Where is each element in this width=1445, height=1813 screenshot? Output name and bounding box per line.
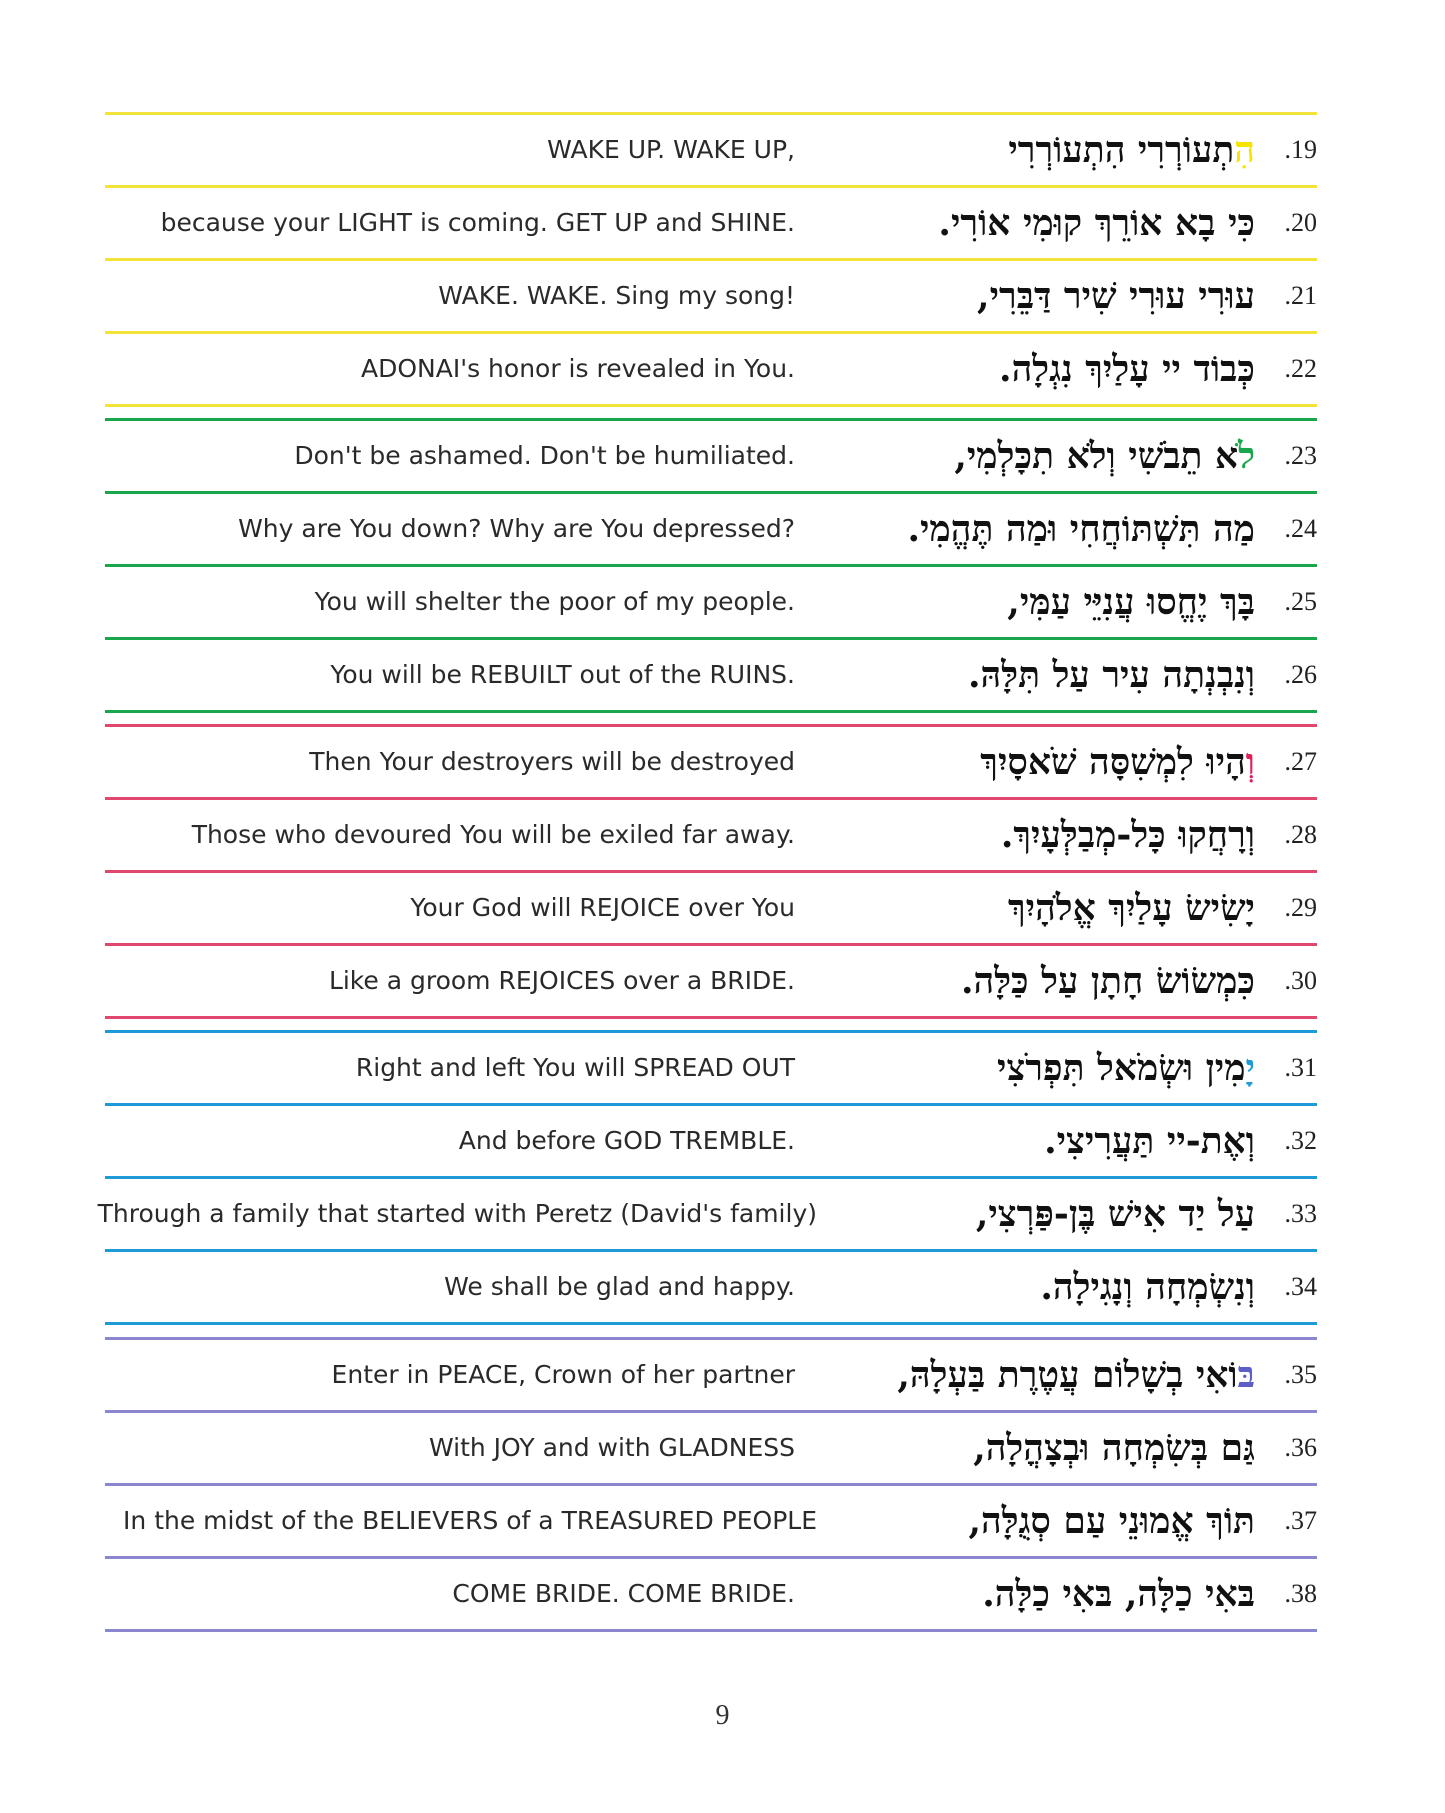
line-number: .19 <box>1284 135 1317 164</box>
line-number: .34 <box>1284 1272 1317 1301</box>
hebrew-text <box>1007 567 1255 637</box>
hebrew-first-letter: וְ <box>1245 741 1255 783</box>
hebrew-line-text: מִין וּשְׂמֹאל תִּפְרֹצִי <box>997 1047 1246 1089</box>
hebrew-first-letter: יָ <box>1245 1047 1255 1089</box>
verse-line <box>105 261 1317 334</box>
verse-line <box>105 115 1317 188</box>
verse-line <box>105 1252 1317 1325</box>
line-number: .24 <box>1284 514 1317 543</box>
hebrew-text <box>897 1340 1255 1410</box>
hebrew-text <box>961 946 1255 1016</box>
hebrew-text <box>1001 800 1255 870</box>
line-number: .28 <box>1284 820 1317 849</box>
english-translation: COME BRIDE. COME BRIDE. <box>452 1579 795 1608</box>
verse-line <box>105 494 1317 567</box>
line-number: .26 <box>1284 660 1317 689</box>
hebrew-first-letter: לֹ <box>1238 435 1255 477</box>
english-translation: because your LIGHT is coming. GET UP and SHINE. <box>160 208 795 237</box>
hebrew-text <box>968 640 1255 710</box>
verse-line <box>105 727 1317 800</box>
hebrew-line-text: תּוֹךְ אֱמוּנֵי עַם סְגֻלָּה, <box>968 1500 1255 1542</box>
line-number: .32 <box>1284 1126 1317 1155</box>
hebrew-line-text: וְאֶת-יי תַּעֲרִיצִי. <box>1044 1120 1255 1162</box>
hebrew-text <box>977 261 1255 331</box>
hebrew-line-text: יָשִׂישׂ עָלַיִךְ אֱלֹהָיִךְ <box>1007 887 1255 929</box>
stanza <box>97 1030 1317 1325</box>
verse-line <box>105 946 1317 1019</box>
hebrew-text <box>976 1179 1255 1249</box>
hebrew-line-text: וֹאִי בְשָׁלוֹם עֲטֶרֶת בַּעְלָהּ, <box>897 1354 1238 1396</box>
line-number: .35 <box>1284 1360 1317 1389</box>
english-translation: Those who devoured You will be exiled far away. <box>191 820 795 849</box>
english-translation: In the midst of the BELIEVERS of a TREASURED PEOPLE <box>123 1506 817 1535</box>
verse-line <box>105 873 1317 946</box>
english-translation: Through a family that started with Peretz (David's family) <box>97 1199 817 1228</box>
line-number: .27 <box>1284 747 1317 776</box>
hebrew-line-text: גַּם בְּשִׂמְחָה וּבְצָהֳלָה, <box>973 1427 1255 1469</box>
hebrew-text <box>938 188 1255 258</box>
hebrew-line-text: וְנִשְׂמְחָה וְנָגִילָה. <box>1040 1266 1255 1308</box>
english-translation: Don't be ashamed. Don't be humiliated. <box>294 441 795 470</box>
english-translation: ADONAI's honor is revealed in You. <box>361 354 795 383</box>
hebrew-line-text: וְרָחֲקוּ כָּל-מְבַלְּעָיִךְ. <box>1000 814 1255 856</box>
hebrew-line-text: עוּרִי עוּרִי שִׁיר דַּבֵּרִי, <box>977 275 1255 317</box>
hebrew-line-text: עַל יַד אִישׁ בֶּן-פַּרְצִי, <box>975 1193 1255 1235</box>
english-translation: You will shelter the poor of my people. <box>314 587 795 616</box>
english-translation: Enter in PEACE, Crown of her partner <box>331 1360 795 1389</box>
hebrew-text <box>1044 1106 1255 1176</box>
hebrew-text <box>982 1559 1255 1629</box>
english-translation: With JOY and with GLADNESS <box>428 1433 795 1462</box>
line-number: .29 <box>1284 893 1317 922</box>
hebrew-text <box>1040 1252 1255 1322</box>
verse-line <box>105 1486 1317 1559</box>
english-translation: And before GOD TREMBLE. <box>458 1126 795 1155</box>
line-number: .25 <box>1284 587 1317 616</box>
stanza <box>105 112 1317 407</box>
stanza <box>105 1337 1317 1632</box>
hebrew-line-text: כִּמְשׂוֹשׂ חָתָן עַל כַּלָּה. <box>960 960 1255 1002</box>
verse-line <box>105 1033 1317 1106</box>
verse-line <box>105 1413 1317 1486</box>
english-translation: Then Your destroyers will be destroyed <box>309 747 795 776</box>
english-translation: Like a groom REJOICES over a BRIDE. <box>328 966 795 995</box>
english-translation: Your God will REJOICE over You <box>410 893 795 922</box>
hebrew-first-letter: בּ <box>1237 1354 1255 1396</box>
line-number: .38 <box>1284 1579 1317 1608</box>
hebrew-text <box>973 1413 1255 1483</box>
hebrew-text <box>1008 115 1255 185</box>
hebrew-text <box>907 494 1255 564</box>
verse-line <box>97 1179 1317 1252</box>
english-translation: Right and left You will SPREAD OUT <box>355 1053 795 1082</box>
hebrew-line-text: בָּךְ יֶחֱסוּ עֲנִיֵּי עַמִּי, <box>1007 581 1255 623</box>
line-number: .36 <box>1284 1433 1317 1462</box>
page-number: 9 <box>715 1700 730 1731</box>
line-number: .22 <box>1284 354 1317 383</box>
hebrew-line-text: א תֵבֹשִׁי וְלֹא תִכָּלְמִי, <box>954 435 1239 477</box>
english-translation: WAKE. WAKE. Sing my song! <box>438 281 795 310</box>
line-number: .37 <box>1284 1506 1317 1535</box>
line-number: .20 <box>1284 208 1317 237</box>
verse-line <box>105 334 1317 407</box>
stanza <box>105 418 1317 713</box>
hebrew-text <box>968 1486 1255 1556</box>
stanza <box>105 724 1317 1019</box>
hebrew-line-text: כְּבוֹד יי עָלַיִךְ נִגְלָה. <box>999 348 1255 390</box>
line-number: .21 <box>1284 281 1317 310</box>
verse-line <box>105 188 1317 261</box>
hebrew-line-text: וְנִבְנְתָה עִיר עַל תִּלָּהּ. <box>968 654 1255 696</box>
hebrew-line-text: בּאִי כַלָּה, בּאִי כַלָּה. <box>982 1573 1255 1615</box>
hebrew-first-letter: הִ <box>1234 129 1255 171</box>
hebrew-line-text: הָיוּ לִמְשִׁסָּה שֹׁאסָיִךְ <box>980 741 1246 783</box>
verse-line <box>105 1559 1317 1632</box>
english-translation: We shall be glad and happy. <box>444 1272 795 1301</box>
hebrew-text <box>954 421 1255 491</box>
line-number: .31 <box>1284 1053 1317 1082</box>
english-translation: WAKE UP. WAKE UP, <box>547 135 795 164</box>
hebrew-text <box>999 334 1255 404</box>
line-number: .23 <box>1284 441 1317 470</box>
hebrew-text <box>1008 873 1255 943</box>
hebrew-line-text: מַה תִּשְׁתּוֹחֲחִי וּמַה תֶּהֱמִי. <box>907 508 1255 550</box>
verse-line <box>105 1106 1317 1179</box>
hebrew-text <box>997 1033 1255 1103</box>
verse-line <box>105 421 1317 494</box>
verse-line <box>105 567 1317 640</box>
english-translation: Why are You down? Why are You depressed? <box>238 514 795 543</box>
line-number: .30 <box>1284 966 1317 995</box>
hebrew-line-text: כִּי בָא אוֹרֵךְ קוּמִי אוֹרִי. <box>938 202 1255 244</box>
line-number: .33 <box>1284 1199 1317 1228</box>
verse-line <box>105 1340 1317 1413</box>
hebrew-text <box>980 727 1255 797</box>
hebrew-line-text: תְעוֹרְרִי הִתְעוֹרְרִי <box>1008 129 1235 171</box>
verse-line <box>105 800 1317 873</box>
verse-line <box>105 640 1317 713</box>
english-translation: You will be REBUILT out of the RUINS. <box>330 660 795 689</box>
